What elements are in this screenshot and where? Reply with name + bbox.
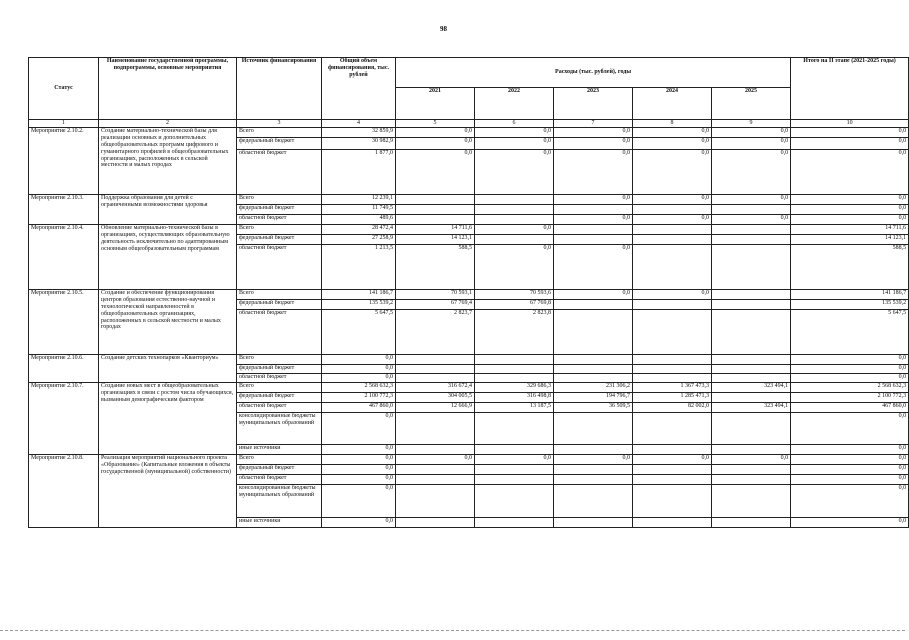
value-cell: 0,0 xyxy=(475,150,554,195)
source-cell: федеральный бюджет xyxy=(237,138,322,150)
value-cell: 0,0 xyxy=(475,455,554,465)
value-cell: 0,0 xyxy=(475,138,554,150)
table-row xyxy=(29,455,909,465)
value-cell xyxy=(633,413,712,445)
value-cell xyxy=(633,310,712,355)
value-cell xyxy=(475,475,554,485)
value-cell: 0,0 xyxy=(475,245,554,290)
name-cell: Создание материально-технической базы для реализации основных и дополнительных общеобразовательных программ цифрового и гуманитарного профилей в общеобразовательных организациях, расположенных в сельской местности и малых городах xyxy=(99,128,237,195)
status-cell: Мероприятие 2.10.8. xyxy=(29,455,99,528)
source-cell: консолидированные бюджеты муниципальных образований xyxy=(237,485,322,518)
name-cell: Создание новых мест в общеобразовательных организациях в связи с ростом числа обучающихся, вызванным демографическим фактором xyxy=(99,383,237,455)
value-cell xyxy=(396,475,475,485)
value-cell: 13 187,5 xyxy=(475,403,554,413)
value-cell xyxy=(475,413,554,445)
source-cell: областной бюджет xyxy=(237,374,322,383)
source-cell: федеральный бюджет xyxy=(237,235,322,245)
header-year: 2025 xyxy=(712,88,791,120)
header-year: 2021 xyxy=(396,88,475,120)
value-cell xyxy=(554,365,633,374)
value-cell xyxy=(633,235,712,245)
value-cell xyxy=(554,413,633,445)
source-cell: федеральный бюджет xyxy=(237,465,322,475)
value-cell xyxy=(475,445,554,455)
table-row xyxy=(29,128,909,138)
header-year: 2023 xyxy=(554,88,633,120)
value-cell xyxy=(475,465,554,475)
value-cell xyxy=(554,518,633,528)
value-cell: 0,0 xyxy=(712,455,791,465)
value-cell: 0,0 xyxy=(322,445,396,455)
value-cell xyxy=(633,365,712,374)
value-cell: 36 509,5 xyxy=(554,403,633,413)
header-year: 2024 xyxy=(633,88,712,120)
value-cell: 0,0 xyxy=(554,195,633,205)
value-cell: 82 002,0 xyxy=(633,403,712,413)
value-cell: 2 568 632,3 xyxy=(322,383,396,393)
source-cell: федеральный бюджет xyxy=(237,365,322,374)
value-cell: 12 239,1 xyxy=(322,195,396,205)
status-cell: Мероприятие 2.10.3. xyxy=(29,195,99,225)
column-index: 2 xyxy=(99,120,237,128)
value-cell xyxy=(712,310,791,355)
value-cell: 1 213,5 xyxy=(322,245,396,290)
value-cell: 0,0 xyxy=(791,138,909,150)
value-cell xyxy=(475,195,554,205)
value-cell xyxy=(554,225,633,235)
value-cell xyxy=(396,215,475,225)
value-cell xyxy=(554,205,633,215)
value-cell: 467 860,0 xyxy=(322,403,396,413)
value-cell: 0,0 xyxy=(396,150,475,195)
value-cell: 0,0 xyxy=(791,455,909,465)
source-cell: Всего xyxy=(237,225,322,235)
value-cell xyxy=(475,235,554,245)
value-cell: 28 472,4 xyxy=(322,225,396,235)
source-cell: консолидированные бюджеты муниципальных образований xyxy=(237,413,322,445)
status-cell: Мероприятие 2.10.6. xyxy=(29,355,99,383)
value-cell: 316 498,8 xyxy=(475,393,554,403)
value-cell xyxy=(554,445,633,455)
value-cell xyxy=(633,225,712,235)
value-cell: 0,0 xyxy=(712,150,791,195)
value-cell: 0,0 xyxy=(322,365,396,374)
table-row xyxy=(29,290,909,300)
value-cell: 30 982,9 xyxy=(322,138,396,150)
column-index: 4 xyxy=(322,120,396,128)
value-cell xyxy=(712,485,791,518)
header-year: 2022 xyxy=(475,88,554,120)
value-cell: 0,0 xyxy=(791,374,909,383)
column-index: 7 xyxy=(554,120,633,128)
value-cell: 316 672,4 xyxy=(396,383,475,393)
source-cell: Всего xyxy=(237,290,322,300)
value-cell: 0,0 xyxy=(791,150,909,195)
value-cell: 32 859,9 xyxy=(322,128,396,138)
value-cell: 323 494,1 xyxy=(712,383,791,393)
value-cell: 0,0 xyxy=(554,138,633,150)
value-cell: 0,0 xyxy=(791,365,909,374)
value-cell: 304 005,5 xyxy=(396,393,475,403)
value-cell: 0,0 xyxy=(791,445,909,455)
value-cell: 0,0 xyxy=(791,518,909,528)
value-cell xyxy=(712,518,791,528)
value-cell xyxy=(396,374,475,383)
value-cell: 0,0 xyxy=(322,465,396,475)
value-cell: 0,0 xyxy=(712,138,791,150)
value-cell: 0,0 xyxy=(633,455,712,465)
value-cell xyxy=(712,355,791,365)
value-cell xyxy=(712,225,791,235)
value-cell: 467 860,0 xyxy=(791,403,909,413)
value-cell xyxy=(712,445,791,455)
value-cell: 329 686,3 xyxy=(475,383,554,393)
value-cell: 67 769,4 xyxy=(396,300,475,310)
status-cell: Мероприятие 2.10.5. xyxy=(29,290,99,355)
value-cell: 0,0 xyxy=(791,355,909,365)
value-cell: 0,0 xyxy=(554,245,633,290)
value-cell xyxy=(633,465,712,475)
financing-table xyxy=(28,57,909,528)
name-cell: Реализация мероприятий национального проекта «Образование» (Капитальные вложения в объекты государственной (муниципальной) собственности) xyxy=(99,455,237,528)
value-cell xyxy=(554,465,633,475)
value-cell xyxy=(475,374,554,383)
value-cell xyxy=(396,195,475,205)
name-cell: Поддержка образования для детей с ограниченными возможностями здоровья xyxy=(99,195,237,225)
value-cell: 588,5 xyxy=(791,245,909,290)
value-cell xyxy=(396,355,475,365)
table-row xyxy=(29,195,909,205)
source-cell: областной бюджет xyxy=(237,310,322,355)
value-cell xyxy=(712,393,791,403)
value-cell xyxy=(633,300,712,310)
value-cell: 2 100 772,3 xyxy=(791,393,909,403)
value-cell: 135 539,2 xyxy=(322,300,396,310)
value-cell: 0,0 xyxy=(396,455,475,465)
source-cell: Всего xyxy=(237,195,322,205)
value-cell: 2 100 772,3 xyxy=(322,393,396,403)
source-cell: областной бюджет xyxy=(237,245,322,290)
value-cell: 0,0 xyxy=(322,518,396,528)
value-cell: 2 823,8 xyxy=(475,310,554,355)
page-edge xyxy=(0,630,905,631)
value-cell: 0,0 xyxy=(791,485,909,518)
value-cell: 0,0 xyxy=(322,355,396,365)
value-cell: 0,0 xyxy=(633,290,712,300)
value-cell: 0,0 xyxy=(322,413,396,445)
value-cell xyxy=(396,465,475,475)
source-cell: федеральный бюджет xyxy=(237,300,322,310)
status-cell: Мероприятие 2.10.7. xyxy=(29,383,99,455)
source-cell: областной бюджет xyxy=(237,475,322,485)
value-cell xyxy=(396,413,475,445)
value-cell: 0,0 xyxy=(322,374,396,383)
value-cell xyxy=(554,310,633,355)
value-cell xyxy=(633,355,712,365)
value-cell: 0,0 xyxy=(554,150,633,195)
value-cell: 0,0 xyxy=(633,138,712,150)
value-cell: 12 666,9 xyxy=(396,403,475,413)
value-cell: 0,0 xyxy=(791,205,909,215)
value-cell: 323 494,1 xyxy=(712,403,791,413)
value-cell: 1 285 471,3 xyxy=(633,393,712,403)
value-cell: 14 123,1 xyxy=(791,235,909,245)
value-cell: 1 367 473,3 xyxy=(633,383,712,393)
header-status: Статус xyxy=(29,58,99,120)
column-index: 8 xyxy=(633,120,712,128)
value-cell: 0,0 xyxy=(791,465,909,475)
value-cell: 14 711,6 xyxy=(791,225,909,235)
value-cell: 489,6 xyxy=(322,215,396,225)
value-cell: 5 647,5 xyxy=(322,310,396,355)
source-cell: областной бюджет xyxy=(237,403,322,413)
header-stage-total: Итого на II этапе (2021-2025 годы) xyxy=(791,58,909,120)
value-cell xyxy=(633,374,712,383)
source-cell: областной бюджет xyxy=(237,215,322,225)
name-cell: Создание и обеспечение функционирования центров образования естественно-научной и технологической направленностей в общеобразовательных организациях, расположенных в сельской местности и малых городах xyxy=(99,290,237,355)
value-cell: 0,0 xyxy=(791,128,909,138)
value-cell: 0,0 xyxy=(322,455,396,465)
value-cell: 194 796,7 xyxy=(554,393,633,403)
value-cell xyxy=(633,445,712,455)
column-index: 9 xyxy=(712,120,791,128)
value-cell: 0,0 xyxy=(633,195,712,205)
value-cell: 0,0 xyxy=(322,475,396,485)
value-cell: 0,0 xyxy=(396,138,475,150)
value-cell xyxy=(396,445,475,455)
value-cell xyxy=(475,518,554,528)
value-cell: 5 647,5 xyxy=(791,310,909,355)
column-index: 6 xyxy=(475,120,554,128)
value-cell: 0,0 xyxy=(554,215,633,225)
value-cell: 0,0 xyxy=(712,128,791,138)
value-cell xyxy=(396,365,475,374)
value-cell xyxy=(396,518,475,528)
value-cell: 0,0 xyxy=(712,215,791,225)
value-cell: 0,0 xyxy=(791,195,909,205)
value-cell xyxy=(554,300,633,310)
value-cell: 0,0 xyxy=(633,150,712,195)
value-cell: 0,0 xyxy=(554,455,633,465)
name-cell: Создание детских технопарков «Кванториум» xyxy=(99,355,237,383)
status-cell: Мероприятие 2.10.4. xyxy=(29,225,99,290)
value-cell: 0,0 xyxy=(475,225,554,235)
header-expenses: Расходы (тыс. рублей), годы xyxy=(396,58,791,88)
value-cell xyxy=(712,300,791,310)
table-row xyxy=(29,355,909,365)
value-cell xyxy=(712,235,791,245)
value-cell: 0,0 xyxy=(791,413,909,445)
value-cell: 2 823,7 xyxy=(396,310,475,355)
value-cell xyxy=(712,465,791,475)
value-cell xyxy=(554,235,633,245)
value-cell xyxy=(633,475,712,485)
table-row xyxy=(29,225,909,235)
value-cell xyxy=(633,485,712,518)
value-cell xyxy=(554,355,633,365)
name-cell: Обновление материально-технической базы в организациях, осуществляющих образовательную деятельность исключительно по адаптированным основным общеобразовательным программам xyxy=(99,225,237,290)
value-cell: 14 123,1 xyxy=(396,235,475,245)
column-index: 10 xyxy=(791,120,909,128)
value-cell xyxy=(712,290,791,300)
value-cell: 141 186,7 xyxy=(791,290,909,300)
value-cell: 0,0 xyxy=(633,215,712,225)
value-cell: 588,5 xyxy=(396,245,475,290)
value-cell: 11 749,5 xyxy=(322,205,396,215)
value-cell: 0,0 xyxy=(554,290,633,300)
value-cell: 0,0 xyxy=(396,128,475,138)
table-row xyxy=(29,383,909,393)
value-cell: 0,0 xyxy=(712,195,791,205)
value-cell: 0,0 xyxy=(791,475,909,485)
status-cell: Мероприятие 2.10.2. xyxy=(29,128,99,195)
source-cell: федеральный бюджет xyxy=(237,393,322,403)
value-cell xyxy=(712,245,791,290)
header-total: Общий объем финансирования, тыс. рублей xyxy=(322,58,396,120)
value-cell: 70 593,1 xyxy=(396,290,475,300)
page-number: 98 xyxy=(440,25,447,33)
value-cell: 141 186,7 xyxy=(322,290,396,300)
value-cell: 0,0 xyxy=(554,128,633,138)
header-name: Наименование государственной программы, подпрограммы, основные мероприятия xyxy=(99,58,237,120)
source-cell: федеральный бюджет xyxy=(237,205,322,215)
value-cell: 27 258,9 xyxy=(322,235,396,245)
value-cell xyxy=(712,205,791,215)
source-cell: Всего xyxy=(237,455,322,465)
value-cell xyxy=(475,215,554,225)
value-cell xyxy=(633,518,712,528)
value-cell xyxy=(633,205,712,215)
value-cell: 67 769,8 xyxy=(475,300,554,310)
value-cell xyxy=(475,355,554,365)
header-source: Источник финансирования xyxy=(237,58,322,120)
value-cell xyxy=(554,374,633,383)
value-cell xyxy=(712,475,791,485)
value-cell: 0,0 xyxy=(322,485,396,518)
column-index: 1 xyxy=(29,120,99,128)
value-cell xyxy=(396,485,475,518)
value-cell: 0,0 xyxy=(791,215,909,225)
value-cell: 2 568 632,3 xyxy=(791,383,909,393)
value-cell: 231 306,2 xyxy=(554,383,633,393)
column-index: 3 xyxy=(237,120,322,128)
value-cell xyxy=(475,205,554,215)
value-cell: 1 877,0 xyxy=(322,150,396,195)
source-cell: иные источники xyxy=(237,518,322,528)
column-index: 5 xyxy=(396,120,475,128)
source-cell: областной бюджет xyxy=(237,150,322,195)
source-cell: иные источники xyxy=(237,445,322,455)
value-cell: 0,0 xyxy=(475,128,554,138)
value-cell xyxy=(554,485,633,518)
value-cell xyxy=(475,485,554,518)
value-cell xyxy=(554,475,633,485)
value-cell: 135 539,2 xyxy=(791,300,909,310)
value-cell xyxy=(712,365,791,374)
value-cell: 14 711,6 xyxy=(396,225,475,235)
value-cell: 0,0 xyxy=(633,128,712,138)
source-cell: Всего xyxy=(237,128,322,138)
value-cell xyxy=(633,245,712,290)
value-cell xyxy=(712,413,791,445)
value-cell xyxy=(396,205,475,215)
source-cell: Всего xyxy=(237,355,322,365)
value-cell xyxy=(475,365,554,374)
value-cell xyxy=(712,374,791,383)
source-cell: Всего xyxy=(237,383,322,393)
value-cell: 70 593,6 xyxy=(475,290,554,300)
